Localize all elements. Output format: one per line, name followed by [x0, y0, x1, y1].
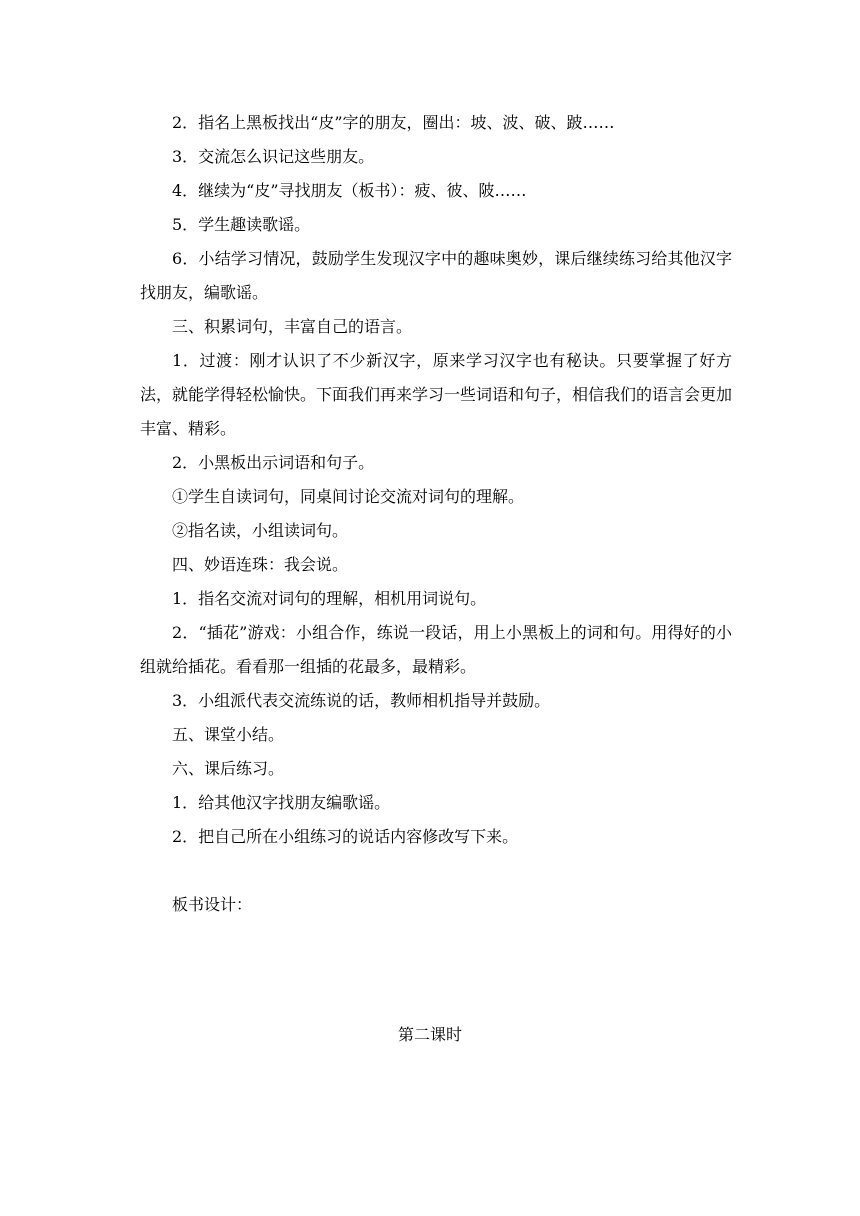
paragraph: 2．小黑板出示词语和句子。 [172, 453, 375, 472]
paragraph: ②指名读，小组读词句。 [172, 521, 349, 540]
section-heading: 四、妙语连珠：我会说。 [172, 555, 349, 574]
section-heading: 五、课堂小结。 [172, 725, 285, 744]
section-heading: 三、积累词句，丰富自己的语言。 [172, 317, 413, 336]
paragraph: 1．指名交流对词句的理解，相机用词说句。 [172, 589, 487, 608]
paragraph: 3．交流怎么识记这些朋友。 [172, 147, 375, 166]
section-title: 第二课时 [397, 1025, 462, 1044]
document-body [140, 106, 732, 922]
paragraph: 2．“插花”游戏：小组合作，练说一段话，用上小黑板上的词和句。用得好的小组就给插花。看看那一组插的花最多，最精彩。 [140, 623, 732, 676]
paragraph: 1．过渡：刚才认识了不少新汉字，原来学习汉字也有秘诀。只要掌握了好方法，就能学得轻松愉快。下面我们再来学习一些词语和句子，相信我们的语言会更加丰富、精彩。 [140, 351, 733, 438]
paragraph: ①学生自读词句，同桌间讨论交流对词句的理解。 [172, 487, 525, 506]
spacer [140, 854, 732, 888]
paragraph: 3．小组派代表交流练说的话，教师相机指导并鼓励。 [172, 691, 551, 710]
paragraph: 5．学生趣读歌谣。 [172, 215, 311, 234]
section-heading: 六、课后练习。 [172, 759, 285, 778]
paragraph: 2．指名上黑板找出“皮”字的朋友，圈出：坡、波、破、跛…… [172, 113, 615, 132]
board-design-label: 板书设计： [172, 895, 253, 914]
paragraph: 2．把自己所在小组练习的说话内容修改写下来。 [172, 827, 519, 846]
paragraph: 4．继续为“皮”寻找朋友（板书）：疲、彼、陂…… [172, 181, 527, 200]
paragraph: 1．给其他汉字找朋友编歌谣。 [172, 793, 391, 812]
paragraph: 6．小结学习情况，鼓励学生发现汉字中的趣味奥妙，课后继续练习给其他汉字找朋友，编歌谣。 [140, 249, 732, 302]
